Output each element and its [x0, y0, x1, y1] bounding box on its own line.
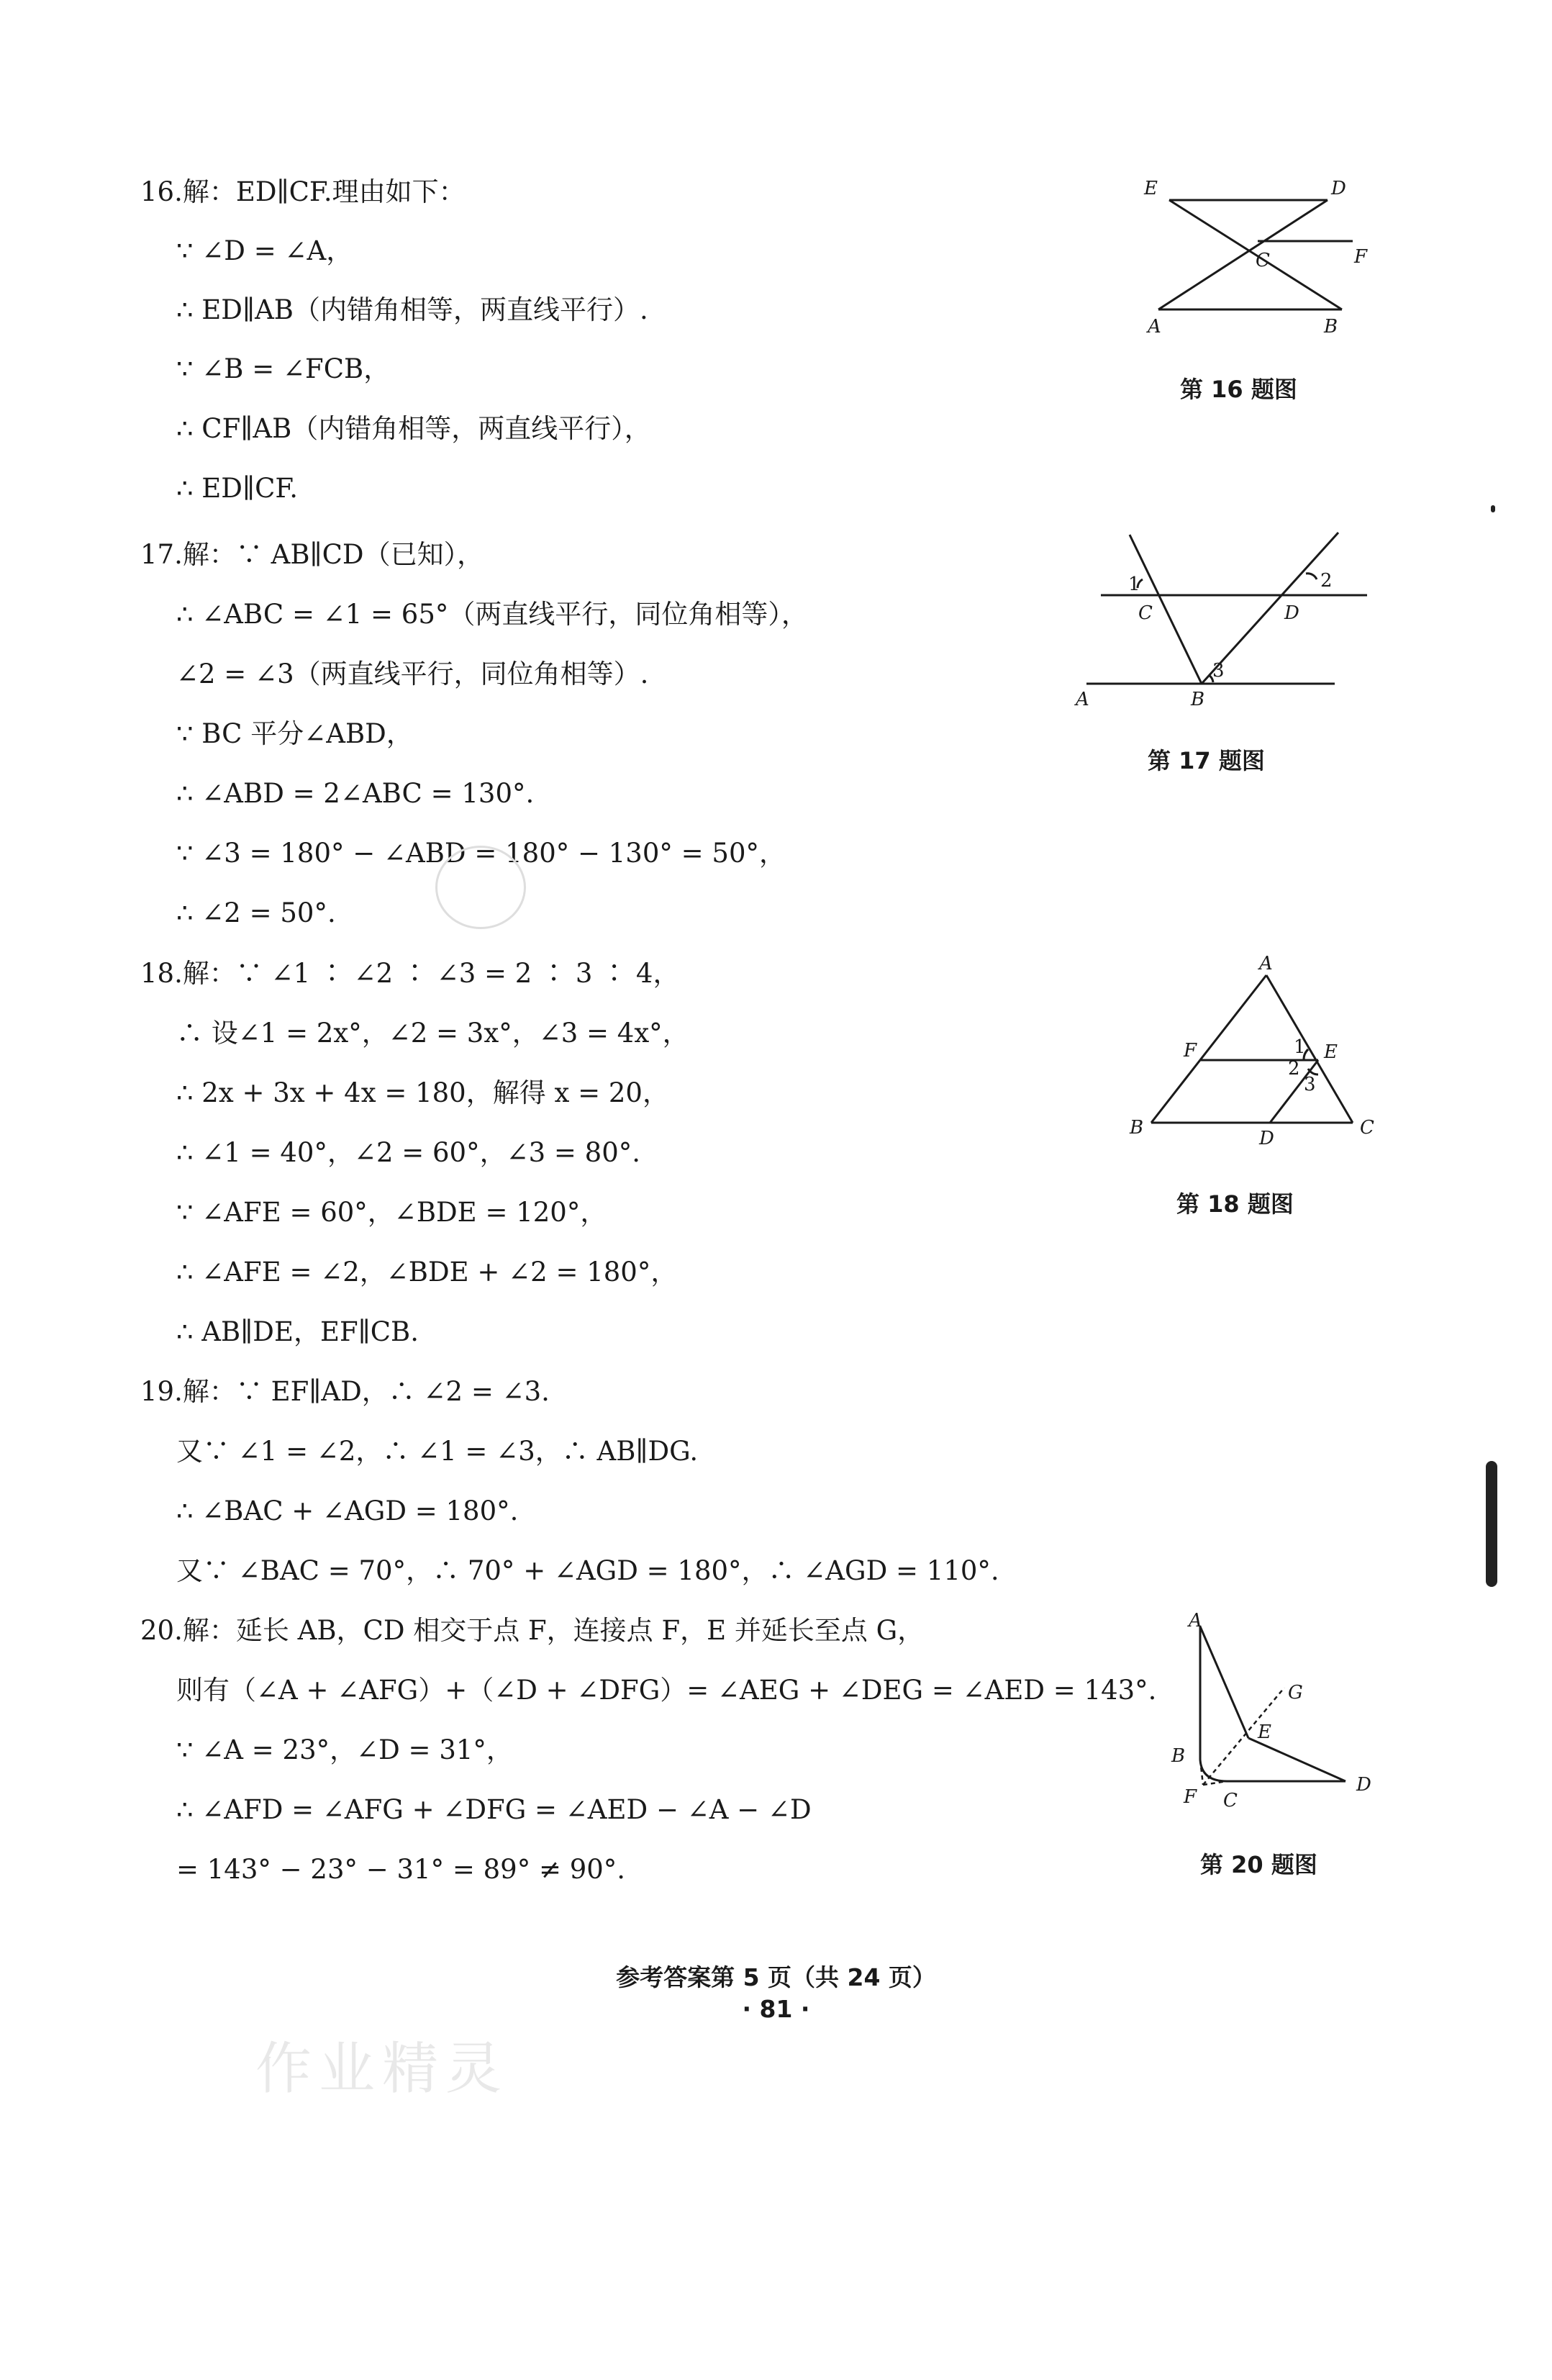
fig18-label-e: E	[1324, 1041, 1338, 1063]
p20-line-2: 则有（∠A + ∠AFG）+（∠D + ∠DFG）= ∠AEG + ∠DEG = ∠AED = 143°.	[176, 1675, 1157, 1706]
scan-mark-icon	[1486, 1461, 1497, 1587]
fig16-label-b: B	[1324, 316, 1338, 338]
fig17-label-c: C	[1138, 602, 1153, 624]
faint-stamp-icon	[435, 846, 526, 929]
fig17-label-b: B	[1191, 689, 1205, 710]
p17-line-3: ∠2 = ∠3（两直线平行，同位角相等）.	[176, 659, 649, 689]
fig18-label-2: 2	[1288, 1058, 1300, 1080]
p18-line-2: ∴ 设∠1 = 2x°，∠2 = 3x°，∠3 = 4x°，	[176, 1018, 689, 1049]
p20-line-1: 20.解：延长 AB，CD 相交于点 F，连接点 F，E 并延长至点 G，	[140, 1615, 925, 1646]
fig16-label-a: A	[1148, 316, 1161, 338]
fig18-label-a: A	[1259, 954, 1273, 974]
p17-line-7: ∴ ∠2 = 50°.	[176, 897, 336, 928]
p16-line-1: 16.解：ED∥CF.理由如下：	[140, 176, 466, 207]
p17-line-5: ∴ ∠ABD = 2∠ABC = 130°.	[176, 778, 535, 809]
fig17-label-2: 2	[1320, 570, 1333, 592]
p16-line-4: ∵ ∠B = ∠FCB，	[176, 353, 391, 384]
fig18-label-3: 3	[1304, 1074, 1316, 1095]
figure-17	[1072, 529, 1381, 716]
fig17-label-1: 1	[1128, 574, 1140, 595]
scan-dot-icon	[1491, 505, 1495, 512]
fig18-label-c: C	[1360, 1117, 1374, 1139]
p16-line-6: ∴ ED∥CF.	[176, 473, 299, 504]
p18-line-3: ∴ 2x + 3x + 4x = 180，解得 x = 20，	[176, 1077, 669, 1108]
figure-20	[1158, 1605, 1389, 1821]
p19-line-3: ∴ ∠BAC + ∠AGD = 180°.	[176, 1496, 519, 1526]
caption-18: 第 18 题图	[1176, 1190, 1294, 1218]
p17-line-4: ∵ BC 平分∠ABD，	[176, 718, 413, 749]
fig18-label-b: B	[1130, 1117, 1144, 1139]
fig17-label-3: 3	[1212, 660, 1225, 682]
p18-line-7: ∴ AB∥DE，EF∥CB.	[176, 1316, 419, 1347]
fig17-label-a: A	[1076, 689, 1089, 710]
p16-line-2: ∵ ∠D = ∠A，	[176, 235, 353, 266]
p20-line-5: = 143° − 23° − 31° = 89° ≠ 90°.	[176, 1854, 626, 1885]
p18-line-4: ∴ ∠1 = 40°，∠2 = 60°，∠3 = 80°.	[176, 1137, 641, 1168]
p17-line-2: ∴ ∠ABC = ∠1 = 65°（两直线平行，同位角相等），	[176, 599, 808, 630]
fig16-label-c: C	[1256, 250, 1270, 271]
p19-line-2: 又∵ ∠1 = ∠2，∴ ∠1 = ∠3，∴ AB∥DG.	[176, 1436, 699, 1467]
p18-line-6: ∴ ∠AFE = ∠2，∠BDE + ∠2 = 180°，	[176, 1257, 678, 1288]
watermark: 作业精灵	[255, 2037, 509, 2101]
p16-line-3: ∴ ED∥AB（内错角相等，两直线平行）.	[176, 294, 648, 325]
fig17-label-d: D	[1284, 602, 1299, 624]
fig18-label-1: 1	[1294, 1036, 1306, 1058]
p17-line-6: ∵ ∠3 = 180° − ∠ABD = 180° − 130° = 50°，	[176, 838, 786, 869]
p18-line-5: ∵ ∠AFE = 60°，∠BDE = 120°，	[176, 1197, 607, 1228]
footer-page-number: · 81 ·	[742, 1995, 810, 2023]
p17-line-1: 17.解：∵ AB∥CD（已知），	[140, 539, 484, 570]
fig20-label-c: C	[1223, 1790, 1238, 1811]
p16-line-5: ∴ CF∥AB（内错角相等，两直线平行），	[176, 413, 651, 444]
fig18-label-d: D	[1259, 1128, 1274, 1148]
p19-line-1: 19.解：∵ EF∥AD，∴ ∠2 = ∠3.	[140, 1376, 550, 1407]
fig20-label-g: G	[1288, 1682, 1303, 1703]
p19-line-4: 又∵ ∠BAC = 70°，∴ 70° + ∠AGD = 180°，∴ ∠AGD = 110°.	[176, 1555, 999, 1586]
caption-20: 第 20 题图	[1200, 1851, 1317, 1878]
footer-page-label: 参考答案第 5 页（共 24 页）	[616, 1963, 936, 1991]
fig18-label-f: F	[1184, 1040, 1197, 1062]
figure-16	[1137, 173, 1381, 338]
p20-line-4: ∴ ∠AFD = ∠AFG + ∠DFG = ∠AED − ∠A − ∠D	[176, 1794, 812, 1825]
caption-17: 第 17 题图	[1148, 747, 1265, 774]
figure-18	[1115, 954, 1389, 1148]
fig16-label-f: F	[1354, 246, 1368, 268]
fig20-label-b: B	[1171, 1745, 1186, 1767]
fig20-label-a: A	[1189, 1610, 1202, 1632]
p20-line-3: ∵ ∠A = 23°，∠D = 31°，	[176, 1734, 513, 1765]
fig20-label-d: D	[1356, 1774, 1371, 1796]
fig16-label-e: E	[1144, 178, 1158, 199]
fig20-label-f: F	[1184, 1786, 1197, 1808]
fig20-label-e: E	[1258, 1721, 1271, 1743]
p18-line-1: 18.解：∵ ∠1 ∶ ∠2 ∶ ∠3 = 2 ∶ 3 ∶ 4，	[140, 958, 680, 989]
fig16-label-d: D	[1331, 178, 1346, 199]
caption-16: 第 16 题图	[1180, 376, 1297, 403]
